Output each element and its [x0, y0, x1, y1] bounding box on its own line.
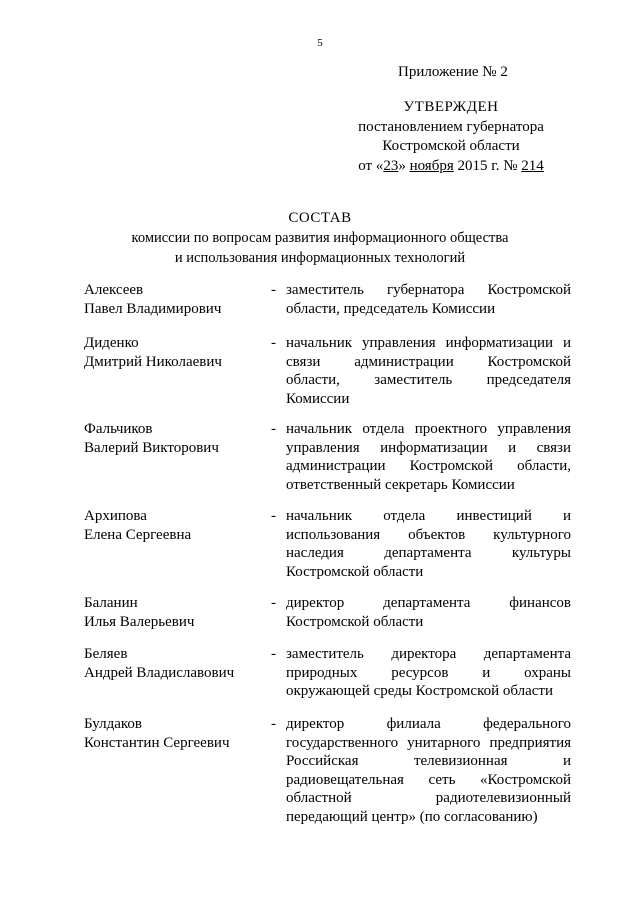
date-day: 23 [383, 157, 399, 174]
member-dash: - [271, 508, 276, 524]
member-surname: Диденко [84, 335, 139, 351]
approval-block [345, 98, 557, 176]
member-name [84, 281, 264, 318]
member-name [84, 645, 264, 682]
member-position [286, 594, 571, 631]
member-position [286, 715, 571, 827]
member-dash: - [271, 421, 276, 437]
member-dash: - [271, 282, 276, 298]
position-line: директор филиала федерального [286, 716, 571, 732]
decree-number: 214 [521, 157, 544, 174]
appendix-label: Приложение № 2 [398, 64, 508, 80]
position-line: наследия департамента культуры [286, 545, 571, 562]
member-given-name: Павел Владимирович [84, 300, 222, 317]
approval-heading: УТВЕРЖДЕН [403, 99, 499, 115]
member-position [286, 281, 571, 318]
position-line: области, заместитель председателя [286, 372, 571, 389]
position-line: администрации Костромской области, [286, 458, 571, 475]
member-position [286, 334, 571, 408]
member-name [84, 334, 264, 371]
member-dash: - [271, 716, 276, 732]
position-line: Костромской области [286, 613, 424, 630]
member-name [84, 420, 264, 457]
position-line: передающий центр» (по согласованию) [286, 808, 538, 825]
member-name [84, 594, 264, 631]
member-given-name: Валерий Викторович [84, 439, 219, 456]
approval-line-2: Костромской области [382, 138, 520, 154]
member-name [84, 507, 264, 544]
member-given-name: Андрей Владиславович [84, 664, 235, 681]
member-given-name: Константин Сергеевич [84, 734, 230, 751]
member-position [286, 420, 571, 494]
position-line: ответственный секретарь Комиссии [286, 476, 515, 493]
page-number: 5 [317, 37, 323, 49]
date-mid-2: 2015 г. № [453, 157, 522, 174]
member-dash: - [271, 646, 276, 662]
member-given-name: Илья Валерьевич [84, 613, 195, 630]
member-given-name: Дмитрий Николаевич [84, 353, 222, 370]
member-surname: Фальчиков [84, 421, 153, 437]
position-line: начальник управления информатизации и [286, 335, 571, 351]
position-line: управления информатизации и связи [286, 439, 571, 456]
member-surname: Баланин [84, 595, 138, 611]
position-line: окружающей среды Костромской области [286, 683, 554, 700]
position-line: Комиссии [286, 390, 350, 407]
member-name [84, 715, 264, 752]
approval-date [345, 157, 557, 177]
position-line: государственного унитарного предприятия [286, 734, 571, 751]
position-line: заместитель губернатора Костромской [286, 282, 571, 298]
member-position [286, 645, 571, 701]
member-surname: Архипова [84, 508, 147, 524]
approval-line-1: постановлением губернатора [358, 118, 544, 135]
position-line: директор департамента финансов [286, 595, 571, 611]
member-surname: Алексеев [84, 282, 144, 298]
position-line: связи администрации Костромской [286, 353, 571, 370]
composition-subtitle-2: и использования информационных технологий [174, 250, 466, 266]
position-line: радиовещательная сеть «Костромской [286, 771, 571, 788]
member-position [286, 507, 571, 581]
member-dash: - [271, 595, 276, 611]
member-surname: Булдаков [84, 716, 142, 732]
composition-title: СОСТАВ [288, 210, 352, 226]
position-line: использования объектов культурного [286, 526, 571, 543]
member-dash: - [271, 335, 276, 351]
position-line: Костромской области [286, 563, 424, 580]
date-prefix: от « [358, 157, 384, 174]
composition-subtitle-1: комиссии по вопросам развития информационного общества [131, 230, 509, 246]
member-given-name: Елена Сергеевна [84, 526, 192, 543]
position-line: областной радиотелевизионный [286, 790, 571, 807]
position-line: Российская телевизионная и [286, 753, 571, 770]
position-line: начальник отдела проектного управления [286, 421, 571, 437]
position-line: природных ресурсов и охраны [286, 664, 571, 681]
date-mid-1: » [398, 157, 410, 174]
position-line: заместитель директора департамента [286, 646, 571, 662]
composition-heading [60, 208, 580, 268]
member-surname: Беляев [84, 646, 128, 662]
position-line: области, председатель Комиссии [286, 300, 496, 317]
position-line: начальник отдела инвестиций и [286, 508, 571, 524]
date-month: ноября [409, 157, 454, 174]
